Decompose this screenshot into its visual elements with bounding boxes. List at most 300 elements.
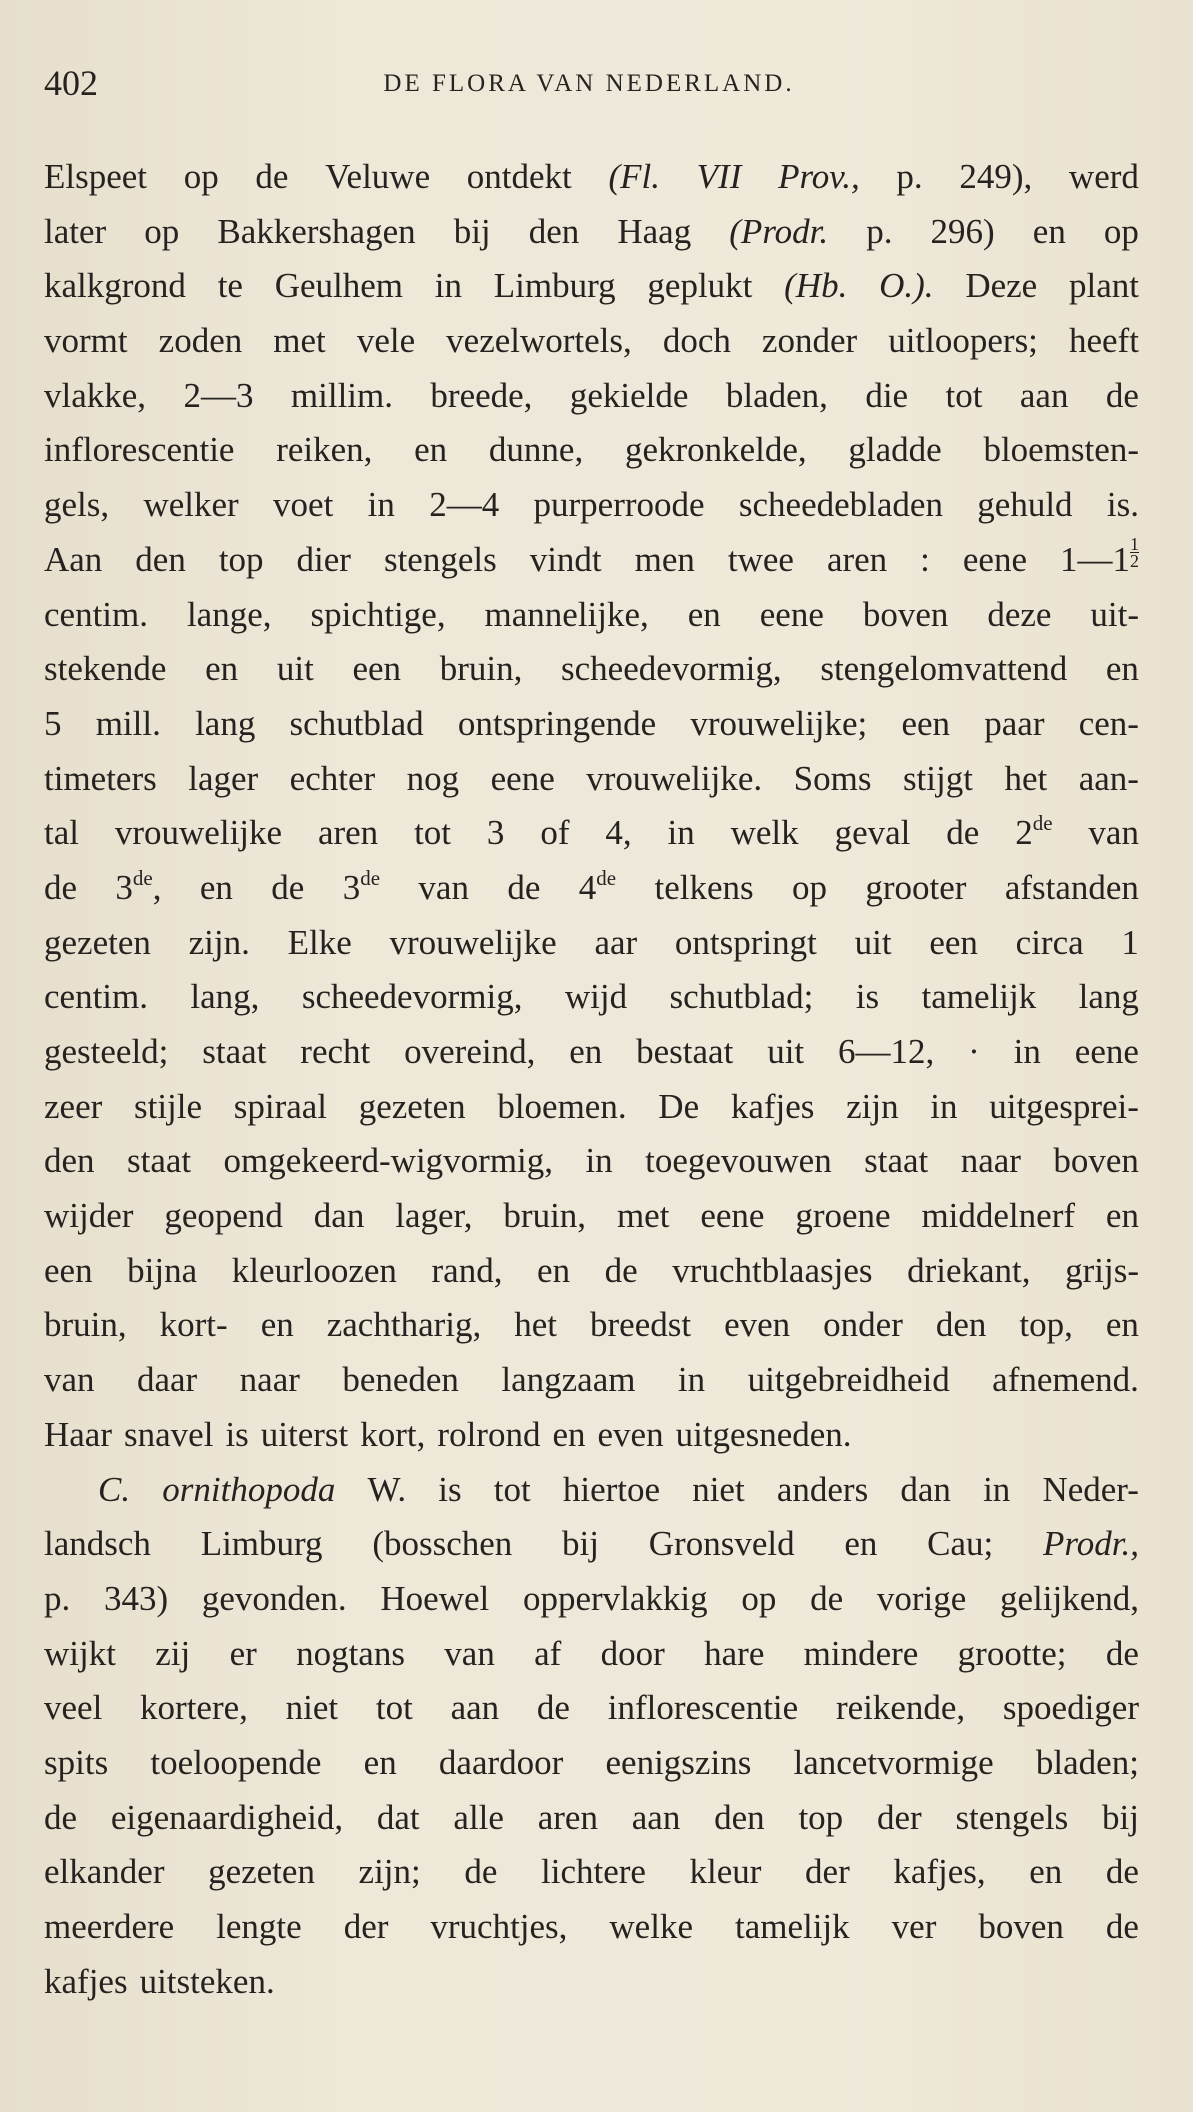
word: met [273,321,326,361]
word: is [225,1414,249,1454]
page-header [44,62,1134,112]
word [1015,806,1052,861]
word: ontdekt [466,157,572,196]
text-line [44,1244,1139,1299]
word: Neder- [1042,1469,1139,1509]
word: gelijkend, [1000,1578,1139,1618]
word: schutblad [289,703,424,743]
word: geval [834,813,911,853]
word-base: 4 [578,867,597,907]
word: den [714,1797,765,1837]
word: Elke [287,922,352,962]
word: gels, [44,485,110,525]
text-line [44,205,1139,260]
word: vrouwelijke. [586,758,763,798]
word: uit [854,922,892,962]
word: gezeten [358,1086,466,1126]
word: bij [562,1524,599,1564]
word: vlakke, [44,375,147,415]
word: tot [375,1688,413,1728]
text-line [44,1900,1139,1955]
word: het [1004,758,1048,798]
word: vruchtblaasjes [672,1250,873,1290]
text-line [44,1463,1139,1518]
word: de [810,1578,844,1618]
word: snavel [124,1414,214,1454]
word: hiertoe [562,1469,661,1509]
word: en [1029,1852,1063,1892]
text-line [44,1353,1139,1408]
word: De [658,1086,700,1126]
word: Haag [617,211,692,251]
word: veel [44,1688,103,1728]
word: bloemen. [497,1086,627,1126]
word-base: 2 [1015,813,1033,853]
word: eene [759,594,824,634]
word: inflorescentie [607,1688,799,1728]
text-line [44,259,1139,314]
word: kleurloozen [231,1250,397,1290]
word: een [929,922,978,962]
word: reiken, [276,430,373,470]
text-line [44,1134,1139,1189]
fraction-numerator: 1 [1129,533,1139,554]
word: Cau; [927,1524,994,1564]
word: 2—3 [183,375,254,415]
word: even [597,1414,664,1454]
word: top [798,1797,844,1837]
text-line [44,1517,1139,1572]
text-line [44,1080,1139,1135]
word: en [414,430,448,470]
fraction-denominator: 2 [1129,550,1139,571]
word: uit- [1090,594,1139,634]
word: reikende, [835,1688,966,1728]
word: eene [490,758,555,798]
word: den [44,1141,95,1181]
word: nog [406,758,460,798]
word: W. [367,1469,407,1509]
word: op [183,157,219,196]
word: lang [1078,977,1139,1017]
text-line [44,369,1139,424]
word [579,861,616,916]
word: : [920,539,930,579]
word: kalkgrond [44,266,186,306]
word: en [1105,1305,1139,1345]
word: gladde [848,430,942,470]
word: paar [984,703,1045,743]
word: heeft [1068,321,1139,361]
word: vormt [44,321,128,361]
word: aren [317,813,379,853]
word: rand, [431,1250,503,1290]
word: eenigszins [605,1742,752,1782]
word: welke [609,1907,693,1946]
word: wijder [44,1196,134,1236]
word: de [1105,375,1139,415]
word: 3 [486,813,505,853]
word: kafjes, [893,1852,986,1892]
word: kort, [360,1414,426,1454]
word: p. [896,157,923,196]
word: in [930,1086,958,1126]
word: en [260,1305,294,1345]
word: dier [296,539,351,579]
word: nogtans [296,1633,405,1673]
word: breedst [590,1305,692,1345]
word: af [534,1633,562,1673]
word: toeloopende [150,1742,322,1782]
word: de [507,867,541,907]
word: (bosschen [372,1524,513,1564]
word: geplukt [647,266,753,306]
word: vorige [876,1578,967,1618]
word: inflorescentie [44,430,235,470]
word: bruin, [44,1305,127,1345]
word: staat [126,1141,192,1181]
word: en [844,1524,878,1564]
word: zoden [158,321,243,361]
word: bladen, [725,375,828,415]
word: later [44,211,107,251]
word: der [343,1907,389,1946]
word: aar [594,922,638,962]
text-line [44,314,1139,369]
word: aan- [1078,758,1139,798]
word: p. [44,1578,71,1618]
word: den [935,1305,987,1345]
word: de [271,867,305,907]
word: de [44,867,78,907]
word: is. [1106,485,1139,525]
word: zijn [846,1086,899,1126]
word: meerdere [44,1907,175,1946]
word: kortere, [140,1688,248,1728]
word: eene [1074,1032,1139,1071]
word: in [677,1360,706,1400]
word: naar [239,1360,300,1400]
word: lang [195,703,256,743]
text-line [44,1681,1139,1736]
word: O.). [879,266,934,306]
word: tamelijk [734,1907,850,1946]
word: deze [987,594,1052,634]
word: spichtige, [310,594,446,634]
word: lager [188,758,259,798]
word: die [865,375,909,415]
word: de [1105,1852,1139,1892]
word: driekant, [907,1250,1031,1290]
word: en [1105,649,1139,689]
word: in [367,485,395,525]
word: van [44,1360,95,1400]
word: zij [155,1633,191,1673]
word: geopend [164,1196,283,1236]
word: vrouwelijke [114,813,283,853]
word: op [144,211,180,251]
word: afnemend. [992,1360,1139,1400]
word: stengels [955,1797,1069,1837]
word: de [946,813,980,853]
word: kort- [159,1305,228,1345]
word: bladen; [1035,1742,1139,1782]
word: de [464,1852,498,1892]
word: p. [866,211,893,251]
word: (Prodr. [729,211,829,251]
word: welker [143,485,239,525]
word: den [135,539,186,579]
word: voet [273,485,334,525]
word: uit [276,649,314,689]
word: grooter [865,867,967,907]
word: Veluwe [325,157,431,196]
word: is [438,1469,462,1509]
word: millim. [290,375,393,415]
word: centim. [44,977,148,1017]
word: en [537,1250,571,1290]
text-line [44,150,1139,205]
word-base: 3 [342,867,361,907]
word: beneden [342,1360,459,1400]
word: gezeten [208,1852,315,1892]
word: op [1103,211,1139,251]
word: vele [356,321,416,361]
word: aren [537,1797,598,1837]
word: dunne, [488,430,584,470]
text-line [44,1736,1139,1791]
word: scheedevormig, [301,977,523,1017]
word: (Fl. [608,157,660,196]
word: op [741,1578,777,1618]
word: staat [864,1141,929,1181]
word: Haar [44,1414,113,1454]
word: omgekeerd-wigvormig, [223,1141,554,1181]
superscript: de [1032,811,1053,836]
word: aan [1019,375,1069,415]
word-base: 1—1 [1059,539,1130,579]
word: lichtere [541,1852,646,1892]
word: langzaam [501,1360,636,1400]
word: Limburg [200,1524,323,1564]
text-line [44,861,1139,916]
word: er [229,1633,257,1673]
word: uitsteken. [139,1961,275,2001]
word: scheedevormig, [561,649,782,689]
word: uitgesneden. [675,1414,852,1454]
word: purperroode [533,485,705,525]
text-line [44,1189,1139,1244]
word: daardoor [438,1742,564,1782]
word: toegevouwen [645,1141,832,1181]
word: hare [704,1633,765,1673]
superscript: de [360,865,381,890]
word: lengte [216,1907,302,1946]
word: ontspringt [674,922,817,962]
word: breede, [430,375,533,415]
word: · [968,1032,980,1071]
word: spits [44,1742,109,1782]
superscript: de [596,865,617,890]
word: gezeten [44,922,151,962]
word: naar [960,1141,1021,1181]
word: zijn. [188,922,250,962]
text-line [44,642,1139,697]
word: schutblad; [669,977,814,1017]
word: tal [44,813,79,853]
word: zijn; [358,1852,421,1892]
word: gevonden. [201,1578,347,1618]
word: welk [730,813,799,853]
word: vrouwelijke; [690,703,868,743]
word: 2—4 [429,485,500,525]
word: in [667,813,695,853]
word: ontspringende [457,703,657,743]
text-line [44,970,1139,1025]
word: 4, [605,813,632,853]
word: vruchtjes, [430,1907,568,1946]
word: en [1032,211,1066,251]
word: gekronkelde, [624,430,807,470]
word: te [217,266,243,306]
superscript: de [132,865,153,890]
word: stijgt [902,758,973,798]
word: bijna [127,1250,198,1290]
word: kafjes [730,1086,815,1126]
word: tot [414,813,452,853]
word: stengels [383,539,497,579]
word: daar [136,1360,198,1400]
word: Bakkershagen [217,211,416,251]
body-text [44,150,1139,2009]
word: het [514,1305,557,1345]
word: Gronsveld [648,1524,795,1564]
word: lang, [190,977,260,1017]
word: en [687,594,721,634]
word: VII [696,157,742,196]
text-line [44,806,1139,861]
running-head: DE FLORA VAN NEDERLAND. [383,70,795,97]
word: Aan [44,539,103,579]
word: of [540,813,570,853]
text-line [44,1791,1139,1846]
text-line [44,1572,1139,1627]
word: een [352,649,402,689]
word: boven [1053,1141,1139,1181]
word: even [724,1305,791,1345]
word: stekende [44,649,167,689]
word: centim. [44,594,148,634]
word: circa [1015,922,1084,962]
word: mannelijke, [484,594,649,634]
word: bestaat [636,1032,734,1071]
text-line [44,533,1139,588]
word: alle [453,1797,504,1837]
word: 343) [103,1578,169,1618]
word: met [616,1196,670,1236]
word [343,861,380,916]
text-line [44,478,1139,533]
word: gehuld [977,485,1073,525]
word: de [604,1250,638,1290]
word: echter [289,758,376,798]
word: tot [945,375,983,415]
word: men [634,539,695,579]
word: de [1105,1907,1139,1946]
word: niet [692,1469,745,1509]
word: top, [1019,1305,1073,1345]
word: tamelijk [921,977,1037,1017]
word: bruin, [503,1196,587,1236]
word: dan [313,1196,365,1236]
word: Geulhem [274,266,404,306]
word: telkens [654,867,754,907]
word: en [363,1742,397,1782]
word: twee [727,539,794,579]
word: staat [202,1032,267,1071]
word: lancetvormige [793,1742,994,1782]
word: den [528,211,580,251]
word: grijs- [1065,1250,1139,1290]
text-line [44,752,1139,807]
text-line [44,1955,1139,2010]
word: een [44,1250,93,1290]
word: Limburg [493,266,616,306]
word: de [1105,1633,1139,1673]
text-line [44,1627,1139,1682]
text-line [44,916,1139,971]
word: grootte; [957,1633,1067,1673]
word: afstanden [1004,867,1139,907]
text-line [44,1408,1139,1463]
word: is [855,977,880,1017]
text-line [44,1845,1139,1900]
word: plant [1068,266,1139,306]
word: de [44,1797,78,1837]
word: en [569,1032,603,1071]
text-line [44,1025,1139,1080]
word: middelnerf [921,1196,1076,1236]
word: een [901,703,951,743]
word: wijkt [44,1633,116,1673]
word: aan [631,1797,681,1837]
word: boven [978,1907,1064,1946]
page-number: 402 [44,63,98,103]
word: eene [962,539,1027,579]
word: van [1088,813,1139,853]
word: dan [900,1469,951,1509]
word: en [199,867,233,907]
word: de [255,157,289,196]
word: aren [826,539,888,579]
word: van [444,1633,495,1673]
word: recht [300,1032,371,1071]
word: werd [1068,157,1139,196]
word: en [1105,1196,1139,1236]
word: tot [493,1469,531,1509]
word: zachtharig, [326,1305,482,1345]
text-line [44,1298,1139,1353]
word: kleur [689,1852,762,1892]
word: door [600,1633,665,1673]
word: vindt [529,539,602,579]
word: timeters [44,758,157,798]
word: doch [662,321,731,361]
text-line [44,697,1139,752]
word: uitloopers; [888,321,1038,361]
word: vezelwortels, [446,321,632,361]
word: vrouwelijke [389,922,557,962]
